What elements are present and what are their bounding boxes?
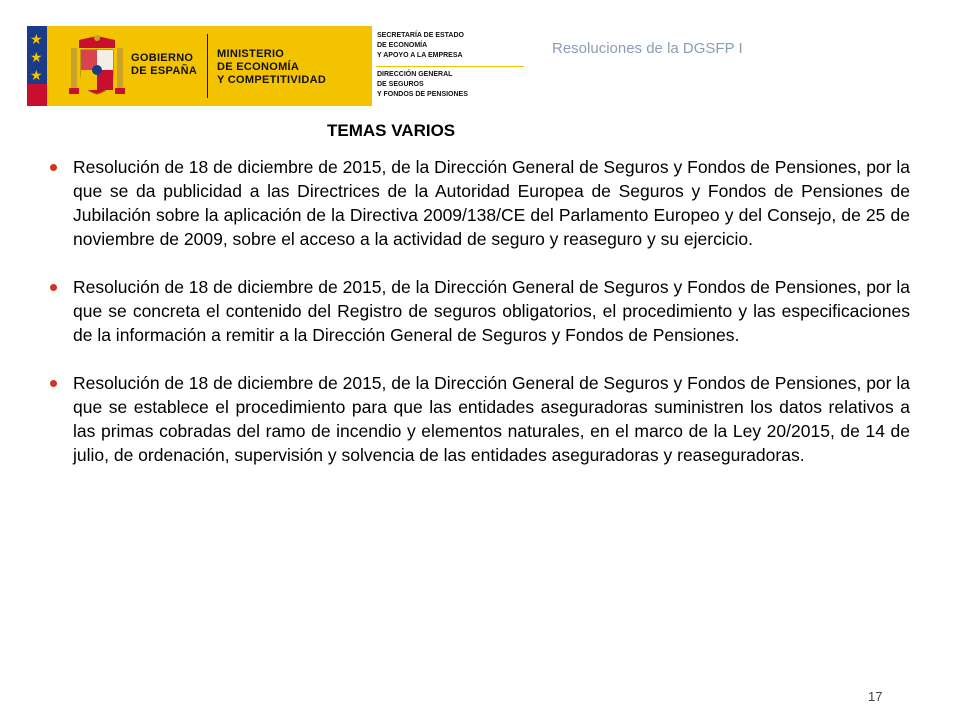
- bullet-icon: [50, 284, 57, 291]
- bullet-icon: [50, 380, 57, 387]
- bullet-icon: [50, 164, 57, 171]
- ministry-name: [217, 48, 326, 87]
- directorate-line: DE SEGUROS: [377, 81, 424, 88]
- directorate-name: [377, 70, 468, 100]
- ministry-line: DE ECONOMÍA: [217, 61, 300, 73]
- secretariat-line: DE ECONOMÍA: [377, 42, 428, 49]
- eu-flag-strip: [27, 26, 47, 106]
- list-item: [50, 155, 910, 251]
- section-title: TEMAS VARIOS: [327, 121, 456, 140]
- panel-divider: [376, 66, 524, 67]
- secretariat-line: SECRETARÍA DE ESTADO: [377, 32, 464, 39]
- subdivision-panel: [372, 26, 527, 106]
- secretariat-line: Y APOYO A LA EMPRESA: [377, 52, 463, 59]
- header-divider: [207, 34, 208, 98]
- document-title: Resoluciones de la DGSFP I: [552, 40, 743, 57]
- directorate-line: DIRECCIÓN GENERAL: [377, 71, 453, 78]
- eu-star-icon: ★: [30, 49, 43, 65]
- resolution-list: [50, 155, 910, 491]
- government-line: GOBIERNO: [131, 52, 194, 64]
- directorate-line: Y FONDOS DE PENSIONES: [377, 91, 468, 98]
- government-header-logo: [27, 26, 527, 106]
- secretariat-name: [377, 31, 464, 61]
- list-item-text: Resolución de 18 de diciembre de 2015, de la Dirección General de Seguros y Fondos de Pensiones, por la que se concreta el contenido del Registro de seguros obligatorios, el procedimiento y las especificaciones de la información a remitir a la Dirección General de Seguros y Fondos de Pensiones.: [73, 277, 910, 345]
- ministry-line: Y COMPETITIVIDAD: [217, 74, 327, 86]
- page-number: 17: [868, 689, 883, 704]
- list-item: [50, 275, 910, 347]
- eu-star-icon: ★: [30, 67, 43, 83]
- government-name: [131, 52, 197, 78]
- list-item: [50, 371, 910, 467]
- list-item-text: Resolución de 18 de diciembre de 2015, de la Dirección General de Seguros y Fondos de Pensiones, por la que se da publicidad a las Directrices de la Autoridad Europea de Seguros y Fondos de Pensiones de Jubilación sobre la aplicación de la Directiva 2009/138/CE del Parlamento Europeo y del Consejo, de 25 de noviembre de 2009, sobre el acceso a la actividad de seguro y reaseguro y su ejercicio.: [73, 157, 910, 249]
- ministry-line: MINISTERIO: [217, 48, 285, 60]
- list-item-text: Resolución de 18 de diciembre de 2015, de la Dirección General de Seguros y Fondos de Pensiones, por la que se establece el procedimiento para que las entidades aseguradoras suministren los datos relativos a las primas cobradas del ramo de incendio y elementos naturales, en el marco de la Ley 20/2015, de 14 de julio, de ordenación, supervisión y solvencia de las entidades aseguradoras y reaseguradoras.: [73, 373, 910, 465]
- eu-star-icon: ★: [30, 31, 43, 47]
- flag-red-band: [27, 84, 47, 106]
- government-line: DE ESPAÑA: [131, 65, 198, 77]
- coat-of-arms-icon: [67, 34, 127, 98]
